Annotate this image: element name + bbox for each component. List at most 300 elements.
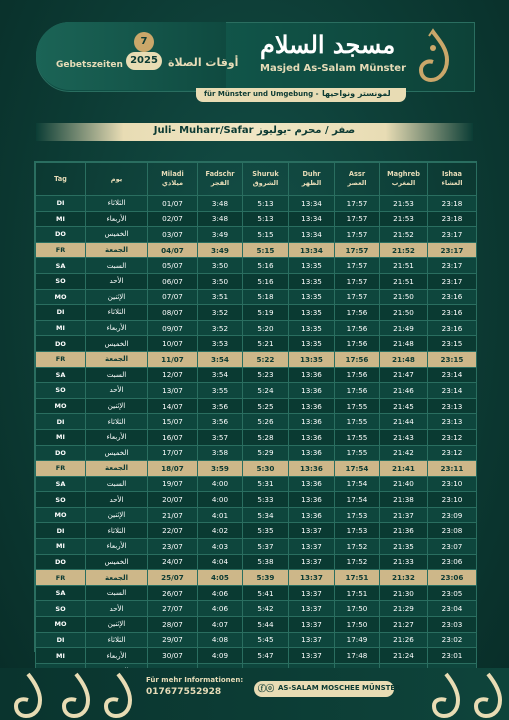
column-header-miladi: Miladi ميلادي	[148, 163, 198, 196]
table-row	[36, 258, 477, 274]
cell-miladi: 17/07	[148, 445, 198, 461]
cell-maghreb: 21:41	[380, 461, 428, 477]
cell-duhr: 13:36	[289, 429, 335, 445]
cell-miladi: 08/07	[148, 305, 198, 321]
table-row	[36, 601, 477, 617]
cell-tag: FR	[36, 242, 86, 258]
subtitle-de: für Münster und Umgebung -	[204, 90, 319, 98]
cell-miladi: 02/07	[148, 211, 198, 227]
table-row	[36, 507, 477, 523]
cell-duhr: 13:34	[289, 227, 335, 243]
table-row	[36, 398, 477, 414]
cell-yawm: الخميس	[86, 336, 148, 352]
cell-shuruk: 5:45	[243, 632, 289, 648]
cell-duhr: 13:36	[289, 367, 335, 383]
cell-miladi: 03/07	[148, 227, 198, 243]
cell-maghreb: 21:36	[380, 523, 428, 539]
cell-miladi: 29/07	[148, 632, 198, 648]
cell-duhr: 13:35	[289, 351, 335, 367]
cell-yawm: الخميس	[86, 554, 148, 570]
cell-yawm: السبت	[86, 367, 148, 383]
cell-assr: 17:56	[335, 383, 380, 399]
cell-tag: SA	[36, 258, 86, 274]
cell-maghreb: 21:44	[380, 414, 428, 430]
cell-miladi: 13/07	[148, 383, 198, 399]
cell-ishaa: 23:16	[428, 320, 477, 336]
cell-tag: DI	[36, 632, 86, 648]
social-media-icon: ⓕⓞ	[258, 684, 274, 693]
cell-tag: DO	[36, 554, 86, 570]
cell-maghreb: 21:37	[380, 507, 428, 523]
cell-duhr: 13:36	[289, 507, 335, 523]
cell-shuruk: 5:38	[243, 554, 289, 570]
cell-assr: 17:56	[335, 320, 380, 336]
cell-tag: DI	[36, 414, 86, 430]
cell-shuruk: 5:26	[243, 414, 289, 430]
table-row	[36, 492, 477, 508]
cell-miladi: 22/07	[148, 523, 198, 539]
cell-fadschr: 4:08	[198, 632, 243, 648]
cell-ishaa: 23:14	[428, 383, 477, 399]
cell-yawm: الأربعاء	[86, 539, 148, 555]
cell-shuruk: 5:33	[243, 492, 289, 508]
cell-yawm: الثلاثاء	[86, 305, 148, 321]
cell-tag: SA	[36, 585, 86, 601]
cell-miladi: 04/07	[148, 242, 198, 258]
cell-assr: 17:55	[335, 429, 380, 445]
cell-ishaa: 23:12	[428, 445, 477, 461]
decorative-logo-icon	[100, 668, 136, 720]
cell-yawm: السبت	[86, 258, 148, 274]
cell-tag: MO	[36, 507, 86, 523]
cell-fadschr: 3:57	[198, 429, 243, 445]
cell-shuruk: 5:16	[243, 258, 289, 274]
cell-maghreb: 21:35	[380, 539, 428, 555]
cell-assr: 17:49	[335, 632, 380, 648]
info-label: Für mehr Informationen:	[146, 676, 244, 684]
cell-fadschr: 3:59	[198, 461, 243, 477]
cell-duhr: 13:37	[289, 539, 335, 555]
cell-miladi: 26/07	[148, 585, 198, 601]
cell-fadschr: 3:49	[198, 242, 243, 258]
cell-ishaa: 23:14	[428, 367, 477, 383]
cell-assr: 17:54	[335, 476, 380, 492]
cell-yawm: الأحد	[86, 383, 148, 399]
cell-ishaa: 23:12	[428, 429, 477, 445]
cell-maghreb: 21:24	[380, 648, 428, 664]
column-header-shuruk: Shuruk الشروق	[243, 163, 289, 196]
cell-fadschr: 3:56	[198, 398, 243, 414]
cell-ishaa: 23:09	[428, 507, 477, 523]
cell-maghreb: 21:32	[380, 570, 428, 586]
table-row	[36, 554, 477, 570]
cell-duhr: 13:36	[289, 476, 335, 492]
cell-tag: DO	[36, 336, 86, 352]
cell-maghreb: 21:53	[380, 196, 428, 212]
cell-assr: 17:56	[335, 367, 380, 383]
column-header-duhr: Duhr الظهر	[289, 163, 335, 196]
cell-ishaa: 23:13	[428, 398, 477, 414]
cell-fadschr: 3:50	[198, 258, 243, 274]
decorative-logo-icon	[428, 668, 464, 720]
cell-shuruk: 5:42	[243, 601, 289, 617]
cell-maghreb: 21:52	[380, 242, 428, 258]
table-row	[36, 367, 477, 383]
cell-shuruk: 5:20	[243, 320, 289, 336]
cell-assr: 17:53	[335, 507, 380, 523]
table-row-friday	[36, 242, 477, 258]
cell-miladi: 23/07	[148, 539, 198, 555]
cell-tag: FR	[36, 461, 86, 477]
cell-maghreb: 21:43	[380, 429, 428, 445]
cell-fadschr: 4:09	[198, 648, 243, 664]
cell-ishaa: 23:01	[428, 648, 477, 664]
cell-maghreb: 21:50	[380, 289, 428, 305]
decorative-logo-icon	[58, 668, 94, 720]
column-header-ishaa: Ishaa العشاء	[428, 163, 477, 196]
table-header-row	[36, 163, 477, 196]
cell-duhr: 13:34	[289, 196, 335, 212]
column-header-assr: Assr العصر	[335, 163, 380, 196]
cell-tag: FR	[36, 570, 86, 586]
cell-ishaa: 23:17	[428, 227, 477, 243]
cell-miladi: 21/07	[148, 507, 198, 523]
cell-yawm: الإثنين	[86, 617, 148, 633]
cell-maghreb: 21:48	[380, 336, 428, 352]
cell-ishaa: 23:17	[428, 242, 477, 258]
table-body	[36, 196, 477, 679]
month-number: 7	[134, 32, 154, 52]
cell-tag: DO	[36, 445, 86, 461]
subtitle-ar: لمونستر ونواحيها	[322, 89, 391, 98]
cell-tag: MI	[36, 539, 86, 555]
cell-maghreb: 21:51	[380, 273, 428, 289]
cell-fadschr: 4:02	[198, 523, 243, 539]
table-row	[36, 336, 477, 352]
cell-assr: 17:52	[335, 554, 380, 570]
cell-ishaa: 23:15	[428, 351, 477, 367]
cell-ishaa: 23:10	[428, 476, 477, 492]
cell-tag: MI	[36, 320, 86, 336]
cell-assr: 17:56	[335, 336, 380, 352]
cell-assr: 17:57	[335, 258, 380, 274]
cell-fadschr: 3:50	[198, 273, 243, 289]
cell-yawm: الثلاثاء	[86, 523, 148, 539]
cell-tag: DI	[36, 305, 86, 321]
cell-assr: 17:52	[335, 539, 380, 555]
cell-assr: 17:57	[335, 211, 380, 227]
cell-assr: 17:50	[335, 601, 380, 617]
cell-tag: FR	[36, 351, 86, 367]
cell-fadschr: 3:56	[198, 414, 243, 430]
cell-duhr: 13:35	[289, 258, 335, 274]
cell-shuruk: 5:31	[243, 476, 289, 492]
cell-duhr: 13:36	[289, 383, 335, 399]
cell-maghreb: 21:45	[380, 398, 428, 414]
table-row	[36, 305, 477, 321]
cell-shuruk: 5:18	[243, 289, 289, 305]
cell-miladi: 15/07	[148, 414, 198, 430]
cell-miladi: 28/07	[148, 617, 198, 633]
cell-fadschr: 4:05	[198, 570, 243, 586]
cell-duhr: 13:35	[289, 273, 335, 289]
cell-shuruk: 5:19	[243, 305, 289, 321]
mosque-logo-icon	[413, 28, 453, 84]
cell-miladi: 19/07	[148, 476, 198, 492]
cell-yawm: الثلاثاء	[86, 196, 148, 212]
cell-ishaa: 23:18	[428, 211, 477, 227]
table-row	[36, 320, 477, 336]
cell-tag: DI	[36, 196, 86, 212]
cell-shuruk: 5:47	[243, 648, 289, 664]
cell-yawm: السبت	[86, 585, 148, 601]
cell-duhr: 13:36	[289, 445, 335, 461]
cell-shuruk: 5:34	[243, 507, 289, 523]
cell-fadschr: 4:00	[198, 492, 243, 508]
cell-shuruk: 5:15	[243, 242, 289, 258]
cell-fadschr: 3:48	[198, 211, 243, 227]
cell-shuruk: 5:29	[243, 445, 289, 461]
cell-assr: 17:55	[335, 414, 380, 430]
cell-fadschr: 3:52	[198, 320, 243, 336]
table-row	[36, 273, 477, 289]
cell-tag: MO	[36, 289, 86, 305]
cell-duhr: 13:37	[289, 601, 335, 617]
cell-fadschr: 4:00	[198, 476, 243, 492]
cell-miladi: 06/07	[148, 273, 198, 289]
mosque-name-latin: Masjed As-Salam Münster	[260, 63, 407, 74]
cell-maghreb: 21:27	[380, 617, 428, 633]
table-row	[36, 539, 477, 555]
table-row	[36, 585, 477, 601]
table-row	[36, 632, 477, 648]
cell-yawm: الأربعاء	[86, 211, 148, 227]
table-row	[36, 445, 477, 461]
table-row-friday	[36, 570, 477, 586]
cell-duhr: 13:35	[289, 305, 335, 321]
cell-miladi: 30/07	[148, 648, 198, 664]
cell-ishaa: 23:02	[428, 632, 477, 648]
cell-ishaa: 23:07	[428, 539, 477, 555]
cell-yawm: الأحد	[86, 601, 148, 617]
cell-shuruk: 5:25	[243, 398, 289, 414]
cell-fadschr: 3:48	[198, 196, 243, 212]
cell-yawm: السبت	[86, 476, 148, 492]
cell-miladi: 27/07	[148, 601, 198, 617]
cell-miladi: 05/07	[148, 258, 198, 274]
cell-ishaa: 23:11	[428, 461, 477, 477]
cell-yawm: الإثنين	[86, 398, 148, 414]
cell-maghreb: 21:50	[380, 305, 428, 321]
cell-fadschr: 3:51	[198, 289, 243, 305]
table-row	[36, 429, 477, 445]
cell-yawm: الإثنين	[86, 289, 148, 305]
cell-maghreb: 21:52	[380, 227, 428, 243]
cell-shuruk: 5:21	[243, 336, 289, 352]
year-label: 2025	[126, 52, 162, 70]
cell-assr: 17:57	[335, 289, 380, 305]
cell-assr: 17:56	[335, 351, 380, 367]
cell-yawm: الخميس	[86, 227, 148, 243]
cell-shuruk: 5:13	[243, 196, 289, 212]
cell-duhr: 13:36	[289, 414, 335, 430]
cell-maghreb: 21:51	[380, 258, 428, 274]
cell-maghreb: 21:33	[380, 554, 428, 570]
cell-fadschr: 3:54	[198, 367, 243, 383]
cell-maghreb: 21:26	[380, 632, 428, 648]
cell-shuruk: 5:28	[243, 429, 289, 445]
cell-miladi: 10/07	[148, 336, 198, 352]
cell-maghreb: 21:53	[380, 211, 428, 227]
cell-assr: 17:53	[335, 523, 380, 539]
cell-ishaa: 23:16	[428, 289, 477, 305]
cell-yawm: الجمعة	[86, 242, 148, 258]
cell-ishaa: 23:06	[428, 570, 477, 586]
month-title: Juli- Muharr/Safar صفر / محرم -يوليوز	[153, 125, 356, 136]
cell-assr: 17:55	[335, 398, 380, 414]
cell-fadschr: 3:49	[198, 227, 243, 243]
cell-tag: SO	[36, 601, 86, 617]
cell-duhr: 13:36	[289, 492, 335, 508]
cell-assr: 17:57	[335, 227, 380, 243]
cell-assr: 17:54	[335, 492, 380, 508]
column-header-fadschr: Fadschr الفجر	[198, 163, 243, 196]
cell-fadschr: 3:54	[198, 351, 243, 367]
cell-ishaa: 23:15	[428, 336, 477, 352]
column-header-tag: Tag	[36, 163, 86, 196]
cell-shuruk: 5:13	[243, 211, 289, 227]
cell-ishaa: 23:05	[428, 585, 477, 601]
cell-shuruk: 5:35	[243, 523, 289, 539]
table-row	[36, 211, 477, 227]
cell-maghreb: 21:47	[380, 367, 428, 383]
cell-assr: 17:57	[335, 242, 380, 258]
cell-duhr: 13:35	[289, 336, 335, 352]
cell-duhr: 13:35	[289, 320, 335, 336]
cell-assr: 17:57	[335, 196, 380, 212]
cell-ishaa: 23:10	[428, 492, 477, 508]
cell-tag: MO	[36, 398, 86, 414]
cell-assr: 17:48	[335, 648, 380, 664]
cell-fadschr: 3:52	[198, 305, 243, 321]
cell-duhr: 13:37	[289, 648, 335, 664]
cell-assr: 17:57	[335, 273, 380, 289]
cell-yawm: الجمعة	[86, 570, 148, 586]
cell-tag: DI	[36, 523, 86, 539]
table-row-friday	[36, 461, 477, 477]
month-year-badge	[126, 32, 162, 76]
cell-shuruk: 5:37	[243, 539, 289, 555]
cell-tag: MI	[36, 429, 86, 445]
cell-fadschr: 4:04	[198, 554, 243, 570]
cell-duhr: 13:37	[289, 570, 335, 586]
cell-fadschr: 4:03	[198, 539, 243, 555]
table-row	[36, 476, 477, 492]
prayer-times-table	[34, 161, 477, 661]
cell-assr: 17:51	[335, 585, 380, 601]
cell-tag: SA	[36, 367, 86, 383]
cell-assr: 17:50	[335, 617, 380, 633]
cell-fadschr: 4:07	[198, 617, 243, 633]
cell-duhr: 13:36	[289, 461, 335, 477]
cell-duhr: 13:37	[289, 585, 335, 601]
cell-assr: 17:51	[335, 570, 380, 586]
cell-ishaa: 23:18	[428, 196, 477, 212]
cell-duhr: 13:35	[289, 289, 335, 305]
cell-tag: SA	[36, 476, 86, 492]
cell-shuruk: 5:24	[243, 383, 289, 399]
cell-maghreb: 21:49	[380, 320, 428, 336]
cell-yawm: الأحد	[86, 273, 148, 289]
cell-miladi: 11/07	[148, 351, 198, 367]
cell-duhr: 13:34	[289, 242, 335, 258]
cell-shuruk: 5:23	[243, 367, 289, 383]
cell-miladi: 20/07	[148, 492, 198, 508]
table-row	[36, 648, 477, 664]
header-label-ar: أوقات الصلاة	[168, 56, 239, 69]
cell-fadschr: 4:06	[198, 585, 243, 601]
table-row	[36, 617, 477, 633]
cell-maghreb: 21:42	[380, 445, 428, 461]
cell-duhr: 13:36	[289, 398, 335, 414]
cell-maghreb: 21:46	[380, 383, 428, 399]
cell-tag: MO	[36, 617, 86, 633]
cell-miladi: 12/07	[148, 367, 198, 383]
cell-miladi: 16/07	[148, 429, 198, 445]
cell-duhr: 13:37	[289, 617, 335, 633]
column-header-yawm: يوم	[86, 163, 148, 196]
cell-yawm: الجمعة	[86, 461, 148, 477]
cell-yawm: الثلاثاء	[86, 632, 148, 648]
cell-shuruk: 5:44	[243, 617, 289, 633]
cell-fadschr: 3:55	[198, 383, 243, 399]
cell-miladi: 01/07	[148, 196, 198, 212]
table-row	[36, 523, 477, 539]
cell-miladi: 09/07	[148, 320, 198, 336]
decorative-logo-icon	[10, 668, 46, 720]
cell-tag: MI	[36, 648, 86, 664]
cell-miladi: 14/07	[148, 398, 198, 414]
cell-tag: MI	[36, 211, 86, 227]
social-handle[interactable]: AS-SALAM MOSCHEE MÜNSTER	[278, 684, 401, 692]
cell-ishaa: 23:03	[428, 617, 477, 633]
cell-yawm: الإثنين	[86, 507, 148, 523]
cell-yawm: الأربعاء	[86, 320, 148, 336]
cell-miladi: 18/07	[148, 461, 198, 477]
cell-shuruk: 5:15	[243, 227, 289, 243]
cell-miladi: 24/07	[148, 554, 198, 570]
cell-ishaa: 23:08	[428, 523, 477, 539]
cell-maghreb: 21:38	[380, 492, 428, 508]
cell-yawm: الأربعاء	[86, 648, 148, 664]
phone-number[interactable]: 017677552928	[146, 687, 222, 697]
cell-ishaa: 23:06	[428, 554, 477, 570]
cell-maghreb: 21:48	[380, 351, 428, 367]
cell-maghreb: 21:40	[380, 476, 428, 492]
cell-fadschr: 4:01	[198, 507, 243, 523]
cell-shuruk: 5:30	[243, 461, 289, 477]
cell-tag: SO	[36, 492, 86, 508]
cell-miladi: 25/07	[148, 570, 198, 586]
cell-yawm: الأربعاء	[86, 429, 148, 445]
cell-duhr: 13:37	[289, 523, 335, 539]
cell-ishaa: 23:13	[428, 414, 477, 430]
decorative-logo-icon	[470, 668, 506, 720]
cell-ishaa: 23:17	[428, 273, 477, 289]
cell-maghreb: 21:29	[380, 601, 428, 617]
table-row-friday	[36, 351, 477, 367]
cell-yawm: الثلاثاء	[86, 414, 148, 430]
